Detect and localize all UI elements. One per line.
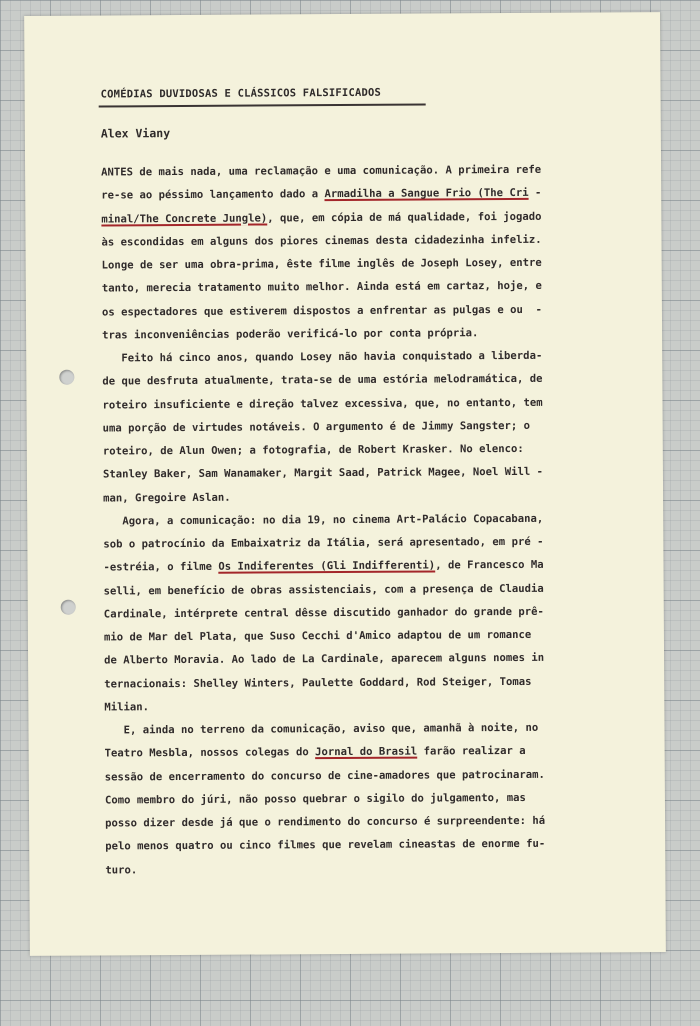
- text-line: [101, 228, 656, 255]
- text-line: [103, 530, 658, 557]
- text-line: [104, 577, 659, 604]
- text-segment: Stanley Baker, Sam Wanamaker, Margit Saad, Patrick Magee, Noel Will -: [102, 466, 544, 481]
- text-segment: posso dizer desde já que o rendimento do concurso é surpreendente: há: [105, 814, 546, 830]
- text-line: [102, 274, 657, 301]
- text-segment: Milian.: [104, 700, 150, 714]
- text-segment: -: [528, 187, 542, 200]
- punch-hole: [59, 370, 74, 385]
- text-segment: , que, em cópia de má qualidade, foi jogado: [267, 210, 542, 224]
- text-segment: de que desfruta atualmente, trata-se de uma estória melodramática, de: [102, 373, 543, 388]
- text-segment: ANTES de mais nada, uma reclamação e uma comunicação. A primeira refe: [101, 163, 542, 179]
- text-line: [105, 739, 660, 766]
- text-segment: re-se ao péssimo lançamento dado a: [101, 188, 325, 202]
- text-segment: tras inconveniências poderão verificá-lo por conta própria.: [102, 326, 479, 342]
- text-segment: roteiro, de Alun Owen; a fotografia, de Robert Krasker. No elenco:: [102, 442, 524, 458]
- text-line: [105, 809, 660, 836]
- text-line: [105, 856, 660, 883]
- article-body: [101, 158, 660, 882]
- text-segment: Feito há cinco anos, quando Losey não havia conquistado a liberda-: [102, 349, 543, 365]
- text-line: [101, 158, 656, 185]
- text-line: [104, 693, 659, 720]
- text-line: [101, 181, 656, 208]
- text-segment: E, ainda no terreno da comunicação, aviso que, amanhã à noite, no: [104, 721, 539, 737]
- text-segment: Como membro do júri, não posso quebrar o sigilo do julgamento, mas: [104, 791, 526, 807]
- text-segment: sessão de encerramento do concurso de cine-amadores que patrocinaram.: [104, 768, 545, 783]
- text-line: [104, 670, 659, 697]
- text-line: [103, 507, 658, 534]
- text-line: [103, 414, 658, 441]
- text-line: [103, 437, 658, 464]
- text-line: [102, 367, 657, 394]
- article-title: COMÉDIAS DUVIDOSAS E CLÁSSICOS FALSIFICADOS: [100, 86, 382, 101]
- text-segment: , de Francesco Ma: [435, 559, 544, 572]
- text-segment: man, Gregoire Aslan.: [103, 491, 231, 504]
- text-line: [103, 460, 658, 487]
- text-segment: Cardinale, intérprete central dêsse discutido ganhador do grande prê-: [103, 605, 544, 621]
- text-line: [104, 623, 659, 650]
- text-line: [104, 716, 659, 743]
- text-segment: selli, em benefício de obras assistenciais, com a presença de Claudia: [103, 582, 544, 597]
- text-segment: pelo menos quatro ou cinco filmes que revelam cineastas de enorme fu-: [105, 838, 546, 853]
- text-line: [101, 205, 656, 232]
- text-segment: Longe de ser uma obra-prima, êste filme inglês de Joseph Losey, entre: [101, 256, 542, 272]
- text-segment: sob o patrocínio da Embaixatriz da Itália, será apresentado, em pré -: [103, 535, 544, 551]
- underlined-film-title: Jornal do Brasil: [315, 745, 418, 759]
- text-line: [105, 763, 660, 790]
- underlined-film-title: Armadilha a Sangue Frio (The Cri: [324, 187, 529, 201]
- text-line: [105, 832, 660, 859]
- text-line: [102, 298, 657, 325]
- article-author: Alex Viany: [100, 126, 171, 141]
- text-segment: os espectadores que estiverem dispostos a enfrentar as pulgas e ou -: [101, 303, 543, 318]
- text-line: [103, 484, 658, 511]
- text-line: [104, 646, 659, 673]
- text-segment: -estréia, o filme: [103, 561, 219, 574]
- underlined-film-title: minal/The Concrete Jungle): [101, 211, 268, 225]
- text-segment: turo.: [105, 863, 138, 876]
- text-segment: farão realizar a: [417, 745, 526, 758]
- text-segment: roteiro insuficiente e direção talvez excessiva, que, no entanto, tem: [102, 396, 543, 411]
- text-line: [105, 786, 660, 813]
- text-line: [102, 251, 657, 278]
- punch-hole: [61, 600, 76, 615]
- text-line: [102, 321, 657, 348]
- text-segment: uma porção de virtudes notáveis. O argumento é de Jimmy Sangster; o: [102, 419, 531, 435]
- text-line: [102, 344, 657, 371]
- title-underline: [99, 104, 426, 108]
- text-segment: ternacionais: Shelley Winters, Paulette Goddard, Rod Steiger, Tomas: [104, 675, 532, 690]
- typewritten-page: [24, 12, 666, 956]
- text-segment: Teatro Mesbla, nossos colegas do: [104, 746, 316, 760]
- text-line: [104, 600, 659, 627]
- text-segment: Agora, a comunicação: no dia 19, no cinema Art-Palácio Copacabana,: [103, 512, 544, 528]
- text-line: [102, 391, 657, 418]
- text-segment: às escondidas em alguns dos piores cinemas desta cidadezinha infeliz.: [101, 233, 542, 249]
- text-segment: mio de Mar del Plata, que Suso Cecchi d'Amico adaptou de um romance: [103, 628, 532, 644]
- underlined-film-title: Os Indiferentes (Gli Indifferenti): [218, 559, 436, 574]
- text-segment: de Alberto Moravia. Ao lado de La Cardinale, aparecem alguns nomes in: [104, 652, 545, 667]
- text-line: [103, 553, 658, 580]
- text-segment: tanto, merecia tratamento muito melhor. Ainda está em cartaz, hoje, e: [101, 280, 542, 295]
